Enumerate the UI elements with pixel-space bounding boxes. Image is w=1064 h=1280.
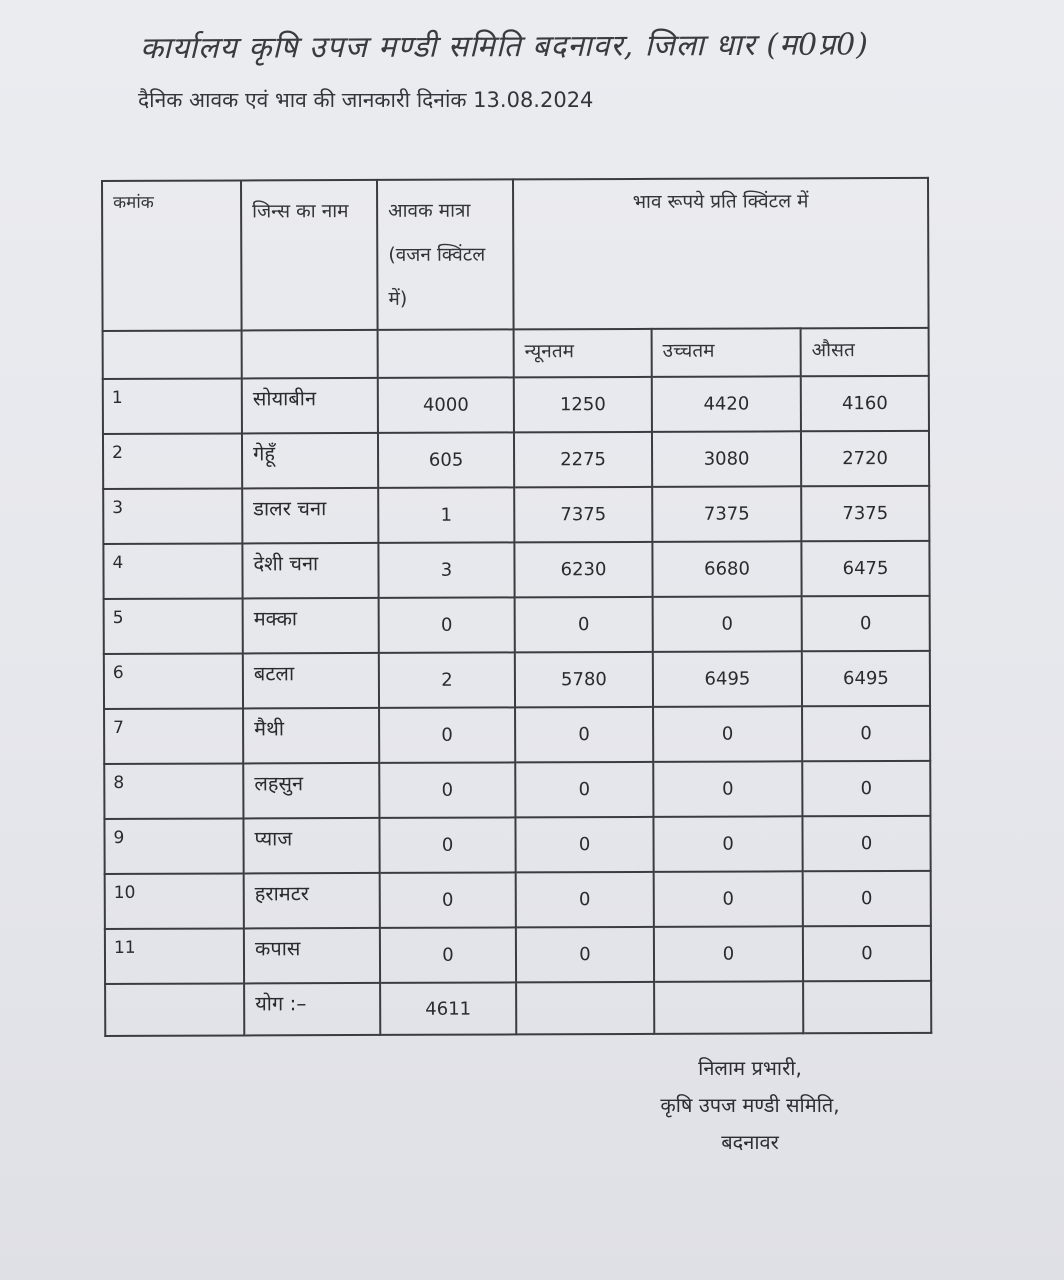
avg-price-cell: 0 bbox=[803, 926, 931, 981]
serial-cell: 2 bbox=[103, 433, 242, 489]
table-row bbox=[104, 596, 930, 654]
arrival-cell: 0 bbox=[379, 597, 515, 653]
serial-cell: 1 bbox=[103, 378, 242, 434]
max-price-cell: 6495 bbox=[653, 651, 802, 707]
min-price-cell: 5780 bbox=[515, 652, 653, 708]
min-price-cell: 1250 bbox=[514, 377, 652, 433]
commodity-cell: बटला bbox=[243, 653, 379, 709]
commodity-cell: मैथी bbox=[243, 708, 379, 764]
total-label: योग :– bbox=[244, 983, 380, 1036]
commodity-cell: लहसुन bbox=[243, 763, 379, 819]
table-row bbox=[105, 871, 931, 929]
header-price-group: भाव रूपये प्रति क्विंटल में bbox=[513, 178, 929, 330]
avg-price-cell: 0 bbox=[802, 761, 930, 816]
max-price-cell: 0 bbox=[653, 596, 802, 652]
min-price-cell: 0 bbox=[516, 927, 654, 983]
arrival-cell: 0 bbox=[379, 707, 515, 763]
header-avg: औसत bbox=[801, 328, 929, 376]
table-row bbox=[104, 761, 930, 819]
arrival-cell: 4000 bbox=[378, 377, 514, 433]
arrival-cell: 605 bbox=[378, 432, 514, 488]
min-price-cell: 0 bbox=[515, 597, 653, 653]
min-price-cell: 0 bbox=[515, 817, 653, 873]
commodity-cell: देशी चना bbox=[242, 543, 378, 599]
serial-cell: 8 bbox=[104, 763, 243, 819]
arrival-cell: 2 bbox=[379, 652, 515, 708]
max-price-cell: 0 bbox=[653, 761, 802, 817]
total-empty-cell bbox=[105, 983, 244, 1036]
serial-cell: 7 bbox=[104, 708, 243, 764]
commodity-cell: कपास bbox=[244, 928, 380, 984]
table-row bbox=[103, 431, 929, 489]
header-max: उच्चतम bbox=[652, 328, 801, 377]
arrival-cell: 0 bbox=[380, 872, 516, 928]
arrival-cell: 0 bbox=[379, 817, 515, 873]
header-commodity: जिन्स का नाम bbox=[241, 180, 378, 331]
serial-cell: 5 bbox=[104, 598, 243, 654]
min-price-cell: 0 bbox=[516, 872, 654, 928]
total-arrival: 4611 bbox=[380, 982, 516, 1035]
commodity-cell: प्याज bbox=[243, 818, 379, 874]
arrival-cell: 1 bbox=[378, 487, 514, 543]
signature-line-1: निलाम प्रभारी, bbox=[698, 1056, 802, 1080]
avg-price-cell: 6475 bbox=[801, 541, 929, 596]
arrival-cell: 0 bbox=[380, 927, 516, 983]
table-row bbox=[104, 706, 930, 764]
max-price-cell: 0 bbox=[653, 816, 802, 872]
office-title: कार्यालय कृषि उपज मण्डी समिति बदनावर, जिला धार (म0प्र0) bbox=[139, 27, 870, 67]
arrival-cell: 3 bbox=[378, 542, 514, 598]
header-min: न्यूनतम bbox=[514, 329, 652, 378]
table-row bbox=[104, 651, 930, 709]
max-price-cell: 0 bbox=[654, 871, 803, 927]
min-price-cell: 0 bbox=[515, 707, 653, 763]
total-empty-cell bbox=[516, 982, 654, 1035]
serial-cell: 4 bbox=[103, 543, 242, 599]
serial-cell: 6 bbox=[104, 653, 243, 709]
arrival-cell: 0 bbox=[379, 762, 515, 818]
serial-cell: 9 bbox=[104, 818, 243, 874]
max-price-cell: 0 bbox=[653, 706, 802, 762]
max-price-cell: 7375 bbox=[652, 486, 801, 542]
table-row bbox=[103, 376, 929, 434]
max-price-cell: 4420 bbox=[652, 376, 801, 432]
table-row bbox=[105, 926, 931, 984]
header-arrival: आवक मात्रा (वजन क्विंटल में) bbox=[377, 179, 514, 330]
header-row-2 bbox=[103, 328, 929, 379]
min-price-cell: 2275 bbox=[514, 432, 652, 488]
table-row bbox=[104, 816, 930, 874]
header-row-1 bbox=[102, 178, 929, 331]
avg-price-cell: 0 bbox=[802, 816, 930, 871]
serial-cell: 11 bbox=[105, 928, 244, 984]
min-price-cell: 0 bbox=[515, 762, 653, 818]
max-price-cell: 0 bbox=[654, 926, 803, 982]
commodity-cell: हरामटर bbox=[244, 873, 380, 929]
commodity-cell: सोयाबीन bbox=[242, 378, 378, 434]
max-price-cell: 3080 bbox=[652, 431, 801, 487]
avg-price-cell: 0 bbox=[803, 871, 931, 926]
commodity-cell: डालर चना bbox=[242, 488, 378, 544]
avg-price-cell: 2720 bbox=[801, 431, 929, 486]
serial-cell: 10 bbox=[105, 873, 244, 929]
avg-price-cell: 0 bbox=[802, 706, 930, 761]
min-price-cell: 6230 bbox=[514, 542, 652, 598]
signature-line-3: बदनावर bbox=[721, 1130, 779, 1154]
total-row bbox=[105, 981, 931, 1036]
signature-block bbox=[600, 1050, 900, 1161]
header-serial: कमांक bbox=[102, 180, 242, 331]
serial-cell: 3 bbox=[103, 488, 242, 544]
table-row bbox=[103, 541, 929, 599]
avg-price-cell: 0 bbox=[802, 596, 930, 651]
arrival-price-table bbox=[101, 177, 932, 1037]
commodity-cell: गेहूँ bbox=[242, 433, 378, 489]
avg-price-cell: 7375 bbox=[801, 486, 929, 541]
price-table-wrapper bbox=[101, 177, 936, 1037]
report-subtitle: दैनिक आवक एवं भाव की जानकारी दिनांक 13.08.2024 bbox=[138, 88, 594, 112]
avg-price-cell: 4160 bbox=[801, 376, 929, 431]
avg-price-cell: 6495 bbox=[802, 651, 930, 706]
min-price-cell: 7375 bbox=[514, 487, 652, 543]
total-empty-cell bbox=[654, 981, 803, 1034]
signature-line-2: कृषि उपज मण्डी समिति, bbox=[660, 1093, 840, 1117]
commodity-cell: मक्का bbox=[243, 598, 379, 654]
table-row bbox=[103, 486, 929, 544]
total-empty-cell bbox=[803, 981, 931, 1033]
max-price-cell: 6680 bbox=[652, 541, 801, 597]
